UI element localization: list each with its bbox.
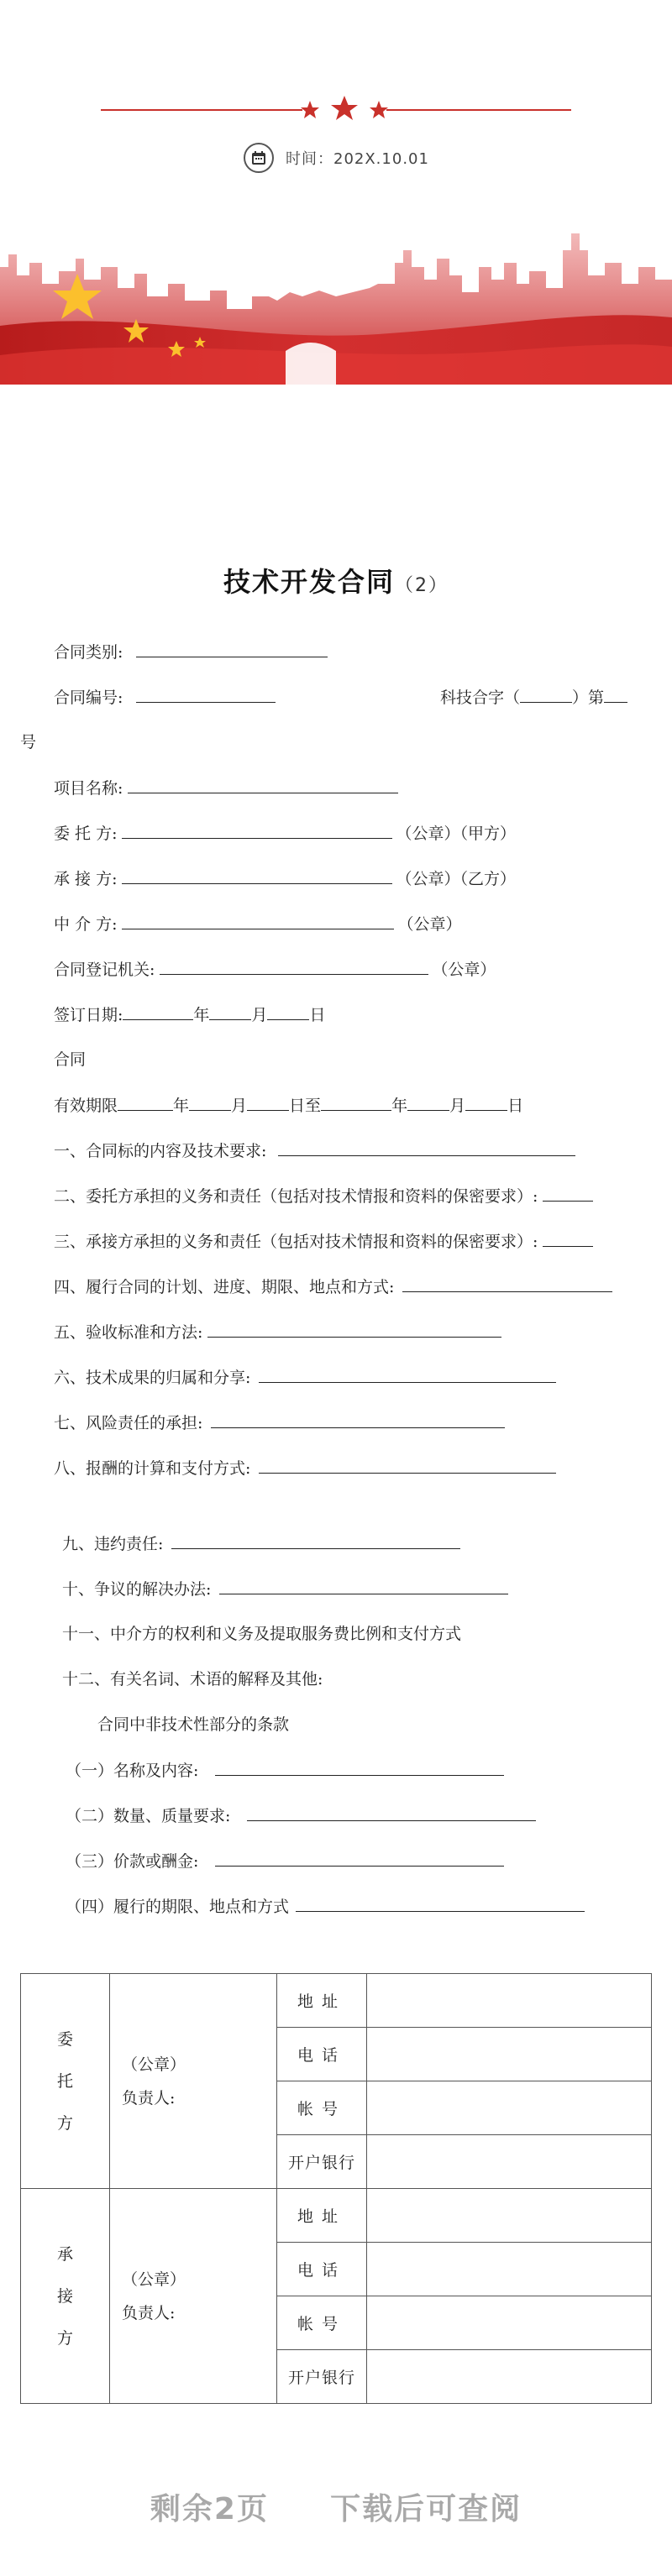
sign-day-blank bbox=[267, 1003, 309, 1020]
valid-to-year-blank bbox=[321, 1093, 391, 1111]
client-person: 负责人: bbox=[122, 2088, 176, 2107]
clause-4 bbox=[54, 1275, 616, 1299]
remaining-pages-banner[interactable] bbox=[0, 2485, 672, 2528]
clause-3-text: 三、承接方承担的义务和责任（包括对技术情报和资料的保密要求）: bbox=[54, 1233, 538, 1251]
contractor-phone-value[interactable] bbox=[367, 2243, 652, 2296]
intermediary-label: 中 介 方: bbox=[54, 915, 118, 934]
client-char-3: 方 bbox=[56, 2113, 73, 2133]
party-table bbox=[20, 1973, 652, 2404]
valid-to-month-blank bbox=[407, 1093, 449, 1111]
client-char-1: 委 bbox=[56, 2029, 73, 2049]
calendar-icon bbox=[244, 143, 274, 173]
client-line bbox=[54, 821, 516, 846]
contractor-bank-value[interactable] bbox=[367, 2350, 652, 2404]
registration-blank bbox=[160, 957, 428, 975]
contractor-seal-cell bbox=[110, 2189, 277, 2404]
contract-no-blank bbox=[136, 685, 276, 703]
contractor-bank-label: 开户银行 bbox=[277, 2350, 367, 2404]
tech-word-label: 科技合字（ bbox=[440, 689, 521, 707]
remaining-pages-text: 剩余2页 bbox=[150, 2492, 269, 2526]
project-name-line bbox=[54, 776, 402, 800]
client-blank bbox=[122, 821, 392, 839]
clause-6-blank bbox=[259, 1365, 556, 1383]
intermediary-blank bbox=[122, 912, 394, 929]
client-address-label: 地址 bbox=[277, 1974, 367, 2028]
clause-3 bbox=[54, 1229, 596, 1254]
non-tech-item-3-text: （三）价款或酬金: bbox=[66, 1852, 199, 1871]
skyline-banner bbox=[0, 217, 672, 385]
document-title bbox=[0, 561, 672, 599]
clause-6 bbox=[54, 1365, 559, 1390]
contractor-address-value[interactable] bbox=[367, 2189, 652, 2243]
contractor-char-2: 接 bbox=[56, 2286, 73, 2306]
sign-year-blank bbox=[123, 1003, 193, 1020]
valid-from-month-blank bbox=[189, 1093, 231, 1111]
contract-no-line bbox=[54, 685, 279, 709]
clause-9 bbox=[62, 1531, 464, 1556]
contractor-phone-label: 电话 bbox=[277, 2243, 367, 2296]
intermediary-line bbox=[54, 912, 462, 936]
clause-7-blank bbox=[211, 1411, 505, 1428]
signing-date-label: 签订日期: bbox=[54, 1006, 123, 1024]
clause-7 bbox=[54, 1411, 508, 1435]
client-account-label: 帐号 bbox=[277, 2081, 367, 2135]
contractor-cell bbox=[21, 2189, 110, 2404]
client-bank-label: 开户银行 bbox=[277, 2135, 367, 2189]
title-suffix: （2） bbox=[395, 575, 449, 596]
signing-date-line bbox=[54, 1003, 325, 1027]
valid-to-day-blank bbox=[465, 1093, 507, 1111]
clause-4-text: 四、履行合同的计划、进度、期限、地点和方式: bbox=[54, 1278, 395, 1296]
non-tech-item-2 bbox=[66, 1804, 539, 1828]
client-seal-cell bbox=[110, 1974, 277, 2189]
day-label-3: 日 bbox=[507, 1097, 524, 1115]
clause-7-text: 七、风险责任的承担: bbox=[54, 1414, 203, 1432]
client-phone-value[interactable] bbox=[367, 2028, 652, 2081]
clause-5-blank bbox=[207, 1320, 501, 1338]
client-tail: （公章）（甲方） bbox=[396, 825, 516, 843]
non-tech-item-1-text: （一）名称及内容: bbox=[66, 1762, 199, 1780]
clause-8-blank bbox=[259, 1456, 556, 1474]
contractor-seal: （公章） bbox=[122, 2270, 186, 2289]
sign-month-blank bbox=[209, 1003, 251, 1020]
tech-word-close: ）第 bbox=[572, 689, 605, 707]
year-label-3: 年 bbox=[391, 1097, 408, 1115]
project-name-label: 项目名称: bbox=[54, 779, 123, 798]
validity-line bbox=[54, 1093, 523, 1118]
clause-9-text: 九、违约责任: bbox=[62, 1535, 164, 1553]
clause-12-text: 十二、有关名词、术语的解释及其他: bbox=[62, 1670, 323, 1689]
month-label: 月 bbox=[251, 1006, 268, 1024]
contractor-account-label: 帐号 bbox=[277, 2296, 367, 2350]
client-label: 委 托 方: bbox=[54, 825, 118, 843]
contractor-char-3: 方 bbox=[56, 2328, 73, 2348]
clause-11-text: 十一、中介方的权利和义务及提取服务费比例和支付方式 bbox=[62, 1625, 462, 1643]
contract-type-line bbox=[54, 640, 331, 664]
non-tech-item-1 bbox=[66, 1758, 507, 1783]
client-bank-value[interactable] bbox=[367, 2135, 652, 2189]
non-tech-item-4 bbox=[66, 1894, 588, 1919]
contractor-blank bbox=[122, 867, 392, 884]
client-char-2: 托 bbox=[56, 2071, 73, 2091]
non-tech-item-4-blank bbox=[296, 1894, 585, 1912]
contract-type-blank bbox=[136, 640, 328, 657]
contract-word: 合同 bbox=[54, 1050, 87, 1069]
contract-word-line bbox=[54, 1048, 86, 1071]
clause-12 bbox=[62, 1668, 323, 1691]
client-phone-label: 电话 bbox=[277, 2028, 367, 2081]
clause-2 bbox=[54, 1184, 596, 1208]
contractor-line bbox=[54, 867, 516, 891]
hao-line bbox=[20, 730, 36, 754]
contractor-person: 负责人: bbox=[122, 2303, 176, 2322]
tech-year-blank bbox=[520, 685, 572, 703]
clause-11 bbox=[62, 1622, 461, 1646]
contractor-tail: （公章）（乙方） bbox=[396, 870, 516, 888]
clause-10 bbox=[62, 1577, 512, 1601]
contract-no-label: 合同编号: bbox=[54, 689, 123, 707]
non-tech-item-2-text: （二）数量、质量要求: bbox=[66, 1807, 231, 1825]
clause-2-blank bbox=[543, 1184, 593, 1202]
contractor-address-label: 地址 bbox=[277, 2189, 367, 2243]
to-label: 日至 bbox=[289, 1097, 322, 1115]
client-cell bbox=[21, 1974, 110, 2189]
month-label-2: 月 bbox=[231, 1097, 248, 1115]
clause-5-text: 五、验收标准和方法: bbox=[54, 1323, 203, 1342]
year-label-2: 年 bbox=[173, 1097, 190, 1115]
time-row bbox=[244, 143, 429, 173]
title-text: 技术开发合同 bbox=[223, 566, 395, 598]
client-address-value[interactable] bbox=[367, 1974, 652, 2028]
non-tech-item-2-blank bbox=[247, 1804, 536, 1821]
registration-label: 合同登记机关: bbox=[54, 961, 155, 979]
project-name-blank bbox=[128, 776, 398, 793]
intermediary-seal: （公章） bbox=[397, 915, 462, 934]
clause-3-blank bbox=[543, 1229, 593, 1247]
client-seal: （公章） bbox=[122, 2055, 186, 2074]
clause-5 bbox=[54, 1320, 505, 1344]
clause-10-blank bbox=[219, 1577, 508, 1594]
clause-2-text: 二、委托方承担的义务和责任（包括对技术情报和资料的保密要求）: bbox=[54, 1187, 538, 1206]
header-divider-right bbox=[386, 109, 571, 111]
contractor-label: 承 接 方: bbox=[54, 870, 118, 888]
header-divider-left bbox=[101, 109, 302, 111]
non-tech-heading bbox=[97, 1713, 289, 1736]
day-label: 日 bbox=[309, 1006, 326, 1024]
star-icon bbox=[298, 94, 391, 124]
clause-8 bbox=[54, 1456, 559, 1480]
registration-line bbox=[54, 957, 496, 982]
non-tech-item-3-blank bbox=[215, 1849, 504, 1867]
non-tech-item-4-text: （四）履行的期限、地点和方式 bbox=[66, 1898, 290, 1916]
tech-contract-number bbox=[440, 685, 627, 709]
tech-number-blank bbox=[604, 685, 627, 703]
clause-6-text: 六、技术成果的归属和分享: bbox=[54, 1369, 251, 1387]
clause-9-blank bbox=[171, 1531, 460, 1549]
valid-from-year-blank bbox=[118, 1093, 173, 1111]
year-label: 年 bbox=[193, 1006, 210, 1024]
non-tech-item-1-blank bbox=[215, 1758, 504, 1776]
clause-1-text: 一、合同标的内容及技术要求: bbox=[54, 1142, 267, 1160]
clause-10-text: 十、争议的解决办法: bbox=[62, 1580, 212, 1599]
client-account-value[interactable] bbox=[367, 2081, 652, 2135]
registration-seal: （公章） bbox=[432, 961, 496, 979]
non-tech-item-3 bbox=[66, 1849, 507, 1873]
clause-1-blank bbox=[278, 1139, 575, 1156]
non-tech-heading-text: 合同中非技术性部分的条款 bbox=[97, 1715, 290, 1734]
valid-from-day-blank bbox=[247, 1093, 289, 1111]
contract-type-label: 合同类别: bbox=[54, 643, 123, 662]
contractor-char-1: 承 bbox=[56, 2244, 73, 2264]
clause-8-text: 八、报酬的计算和支付方式: bbox=[54, 1459, 251, 1478]
clause-1 bbox=[54, 1139, 579, 1163]
validity-label: 有效期限 bbox=[54, 1097, 118, 1115]
clause-4-blank bbox=[402, 1275, 612, 1292]
contractor-account-value[interactable] bbox=[367, 2296, 652, 2350]
date-label: 时间：202X.10.01 bbox=[286, 150, 429, 168]
month-label-3: 月 bbox=[449, 1097, 466, 1115]
hao-label: 号 bbox=[20, 733, 37, 751]
download-hint-text: 下载后可查阅 bbox=[330, 2492, 522, 2526]
